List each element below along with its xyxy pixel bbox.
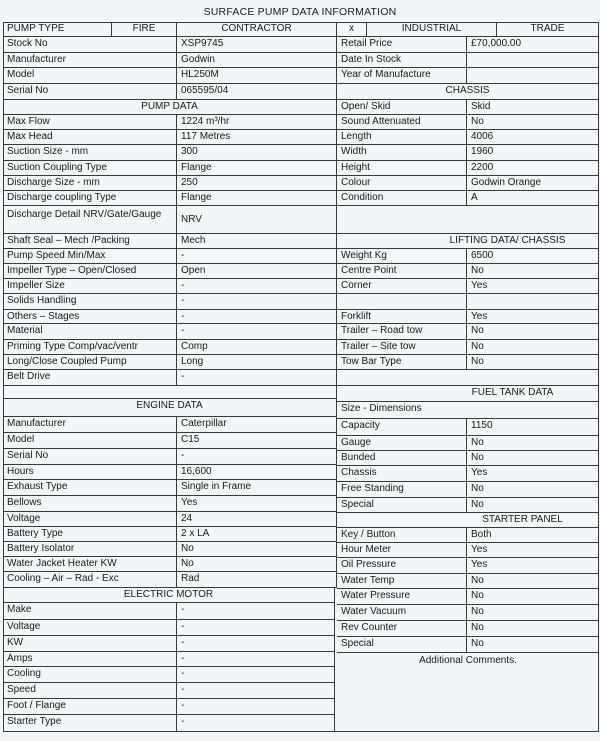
pump-data-value: NRV: [177, 206, 337, 234]
electric-motor-value: -: [177, 715, 335, 732]
general-value: [467, 68, 599, 84]
pump-data-label: Belt Drive: [3, 370, 177, 386]
general-label: Model: [3, 68, 177, 84]
general-label: Retail Price: [337, 37, 467, 53]
engine-value: Caterpillar: [177, 417, 337, 433]
blank-cell: [337, 370, 599, 386]
engine-value: No: [177, 542, 337, 557]
chassis-label: Sound Attenuated: [337, 115, 467, 130]
pump-data-value: Comp: [177, 340, 337, 355]
pump-data-label: Suction Coupling Type: [3, 161, 177, 176]
pump-data-heading: PUMP DATA: [3, 100, 337, 115]
blank-cell: [337, 206, 599, 234]
type-trade: TRADE: [497, 22, 599, 37]
pump-data-label: Material: [3, 324, 177, 340]
electric-motor-label: Cooling: [3, 667, 177, 683]
fuel-tank-label: Free Standing: [337, 482, 467, 498]
engine-label: Serial No: [3, 449, 177, 465]
pump-data-label: Others – Stages: [3, 310, 177, 324]
pump-data-value: -: [177, 324, 337, 340]
fuel-tank-value: No: [467, 482, 599, 498]
pump-data-label: Shaft Seal – Mech /Packing: [3, 234, 177, 249]
lifting-value: No: [467, 264, 599, 279]
lifting-label: Corner: [337, 279, 467, 294]
general-label: Date In Stock: [337, 53, 467, 68]
pump-data-value: -: [177, 310, 337, 324]
engine-value: No: [177, 557, 337, 572]
type-contractor: CONTRACTOR: [177, 22, 337, 37]
electric-motor-value: -: [177, 699, 335, 715]
pump-data-label: Max Flow: [3, 115, 177, 130]
fuel-tank-value: No: [467, 436, 599, 451]
chassis-value: A: [467, 191, 599, 206]
electric-motor-value: -: [177, 667, 335, 683]
pump-data-value: -: [177, 370, 337, 386]
pump-type-label: PUMP TYPE: [3, 22, 112, 37]
starter-panel-value: No: [467, 574, 599, 589]
additional-comments: Additional Comments.: [419, 655, 517, 666]
chassis-value: 2200: [467, 161, 599, 176]
electric-motor-label: KW: [3, 636, 177, 652]
electric-motor-value: -: [177, 683, 335, 699]
pump-data-value: -: [177, 249, 337, 264]
general-label: Year of Manufacture: [337, 68, 467, 84]
electric-motor-label: Foot / Flange: [3, 699, 177, 715]
engine-value: Yes: [177, 496, 337, 512]
electric-motor-label: Starter Type: [3, 715, 177, 732]
engine-label: Exhaust Type: [3, 480, 177, 496]
chassis-label: Colour: [337, 176, 467, 191]
starter-panel-value: Both: [467, 528, 599, 543]
starter-panel-value: No: [467, 589, 599, 605]
pump-data-value: Flange: [177, 161, 337, 176]
pump-data-label: Pump Speed Min/Max: [3, 249, 177, 264]
pump-data-label: Long/Close Coupled Pump: [3, 355, 177, 370]
chassis-label: Open/ Skid: [337, 100, 467, 115]
general-value: 065595/04: [177, 84, 337, 100]
electric-motor-label: Voltage: [3, 620, 177, 636]
starter-panel-value: No: [467, 621, 599, 637]
fuel-tank-label: Bunded: [337, 451, 467, 466]
fuel-tank-value: No: [467, 451, 599, 466]
engine-value: Single in Frame: [177, 480, 337, 496]
engine-value: 24: [177, 512, 337, 527]
type-industrial: INDUSTRIAL: [367, 22, 497, 37]
electric-motor-value: -: [177, 636, 335, 652]
engine-value: 2 x LA: [177, 527, 337, 542]
general-label: Manufacturer: [3, 53, 177, 68]
chassis-value: No: [467, 115, 599, 130]
pump-data-value: 300: [177, 145, 337, 161]
starter-panel-label: Water Pressure: [337, 589, 467, 605]
lifting-value: Yes: [467, 279, 599, 294]
fuel-tank-heading: FUEL TANK DATA: [337, 386, 599, 402]
pump-data-label: Suction Size - mm: [3, 145, 177, 161]
starter-panel-label: Hour Meter: [337, 543, 467, 558]
general-value: Godwin: [177, 53, 337, 68]
fuel-tank-value: 1150: [467, 419, 599, 436]
starter-panel-label: Rev Counter: [337, 621, 467, 637]
electric-motor-value: -: [177, 620, 335, 636]
starter-panel-value: No: [467, 605, 599, 621]
chassis-value: Skid: [467, 100, 599, 115]
general-label: Stock No: [3, 37, 177, 53]
pump-data-label: Max Head: [3, 130, 177, 145]
pump-data-value: Long: [177, 355, 337, 370]
lifting-label: Weight Kg: [337, 249, 467, 264]
pump-data-value: 250: [177, 176, 337, 191]
general-label: Serial No: [3, 84, 177, 100]
engine-label: Hours: [3, 465, 177, 480]
pump-data-value: -: [177, 279, 337, 294]
page-title: SURFACE PUMP DATA INFORMATION: [203, 6, 397, 18]
lifting-value: [467, 294, 599, 310]
engine-label: Manufacturer: [3, 417, 177, 433]
engine-label: Bellows: [3, 496, 177, 512]
engine-value: Rad: [177, 572, 337, 588]
lifting-label: [337, 294, 467, 310]
pump-data-value: Open: [177, 264, 337, 279]
pump-data-value: Mech: [177, 234, 337, 249]
lifting-heading: LIFTING DATA/ CHASSIS: [337, 234, 599, 249]
lifting-label: Centre Point: [337, 264, 467, 279]
electric-motor-value: -: [177, 652, 335, 667]
pump-data-label: Discharge Detail NRV/Gate/Gauge: [3, 206, 177, 234]
starter-panel-label: Water Temp: [337, 574, 467, 589]
electric-motor-value: -: [177, 603, 335, 620]
type-contractor-mark: x: [337, 22, 367, 37]
lifting-value: Yes: [467, 310, 599, 324]
starter-panel-label: Key / Button: [337, 528, 467, 543]
pump-data-value: -: [177, 294, 337, 310]
chassis-label: Width: [337, 145, 467, 161]
lifting-value: No: [467, 340, 599, 355]
electric-motor-label: Make: [3, 603, 177, 620]
chassis-value: Godwin Orange: [467, 176, 599, 191]
pump-data-label: Discharge coupling Type: [3, 191, 177, 206]
general-value: £70,000.00: [467, 37, 599, 53]
lifting-value: No: [467, 355, 599, 370]
general-value: XSP9745: [177, 37, 337, 53]
engine-value: C15: [177, 433, 337, 449]
electric-motor-heading: ELECTRIC MOTOR: [3, 588, 335, 603]
engine-label: Water Jacket Heater KW: [3, 557, 177, 572]
chassis-heading: CHASSIS: [337, 84, 599, 100]
pump-data-value: Flange: [177, 191, 337, 206]
engine-label: Voltage: [3, 512, 177, 527]
pump-data-label: Priming Type Comp/vac/ventr: [3, 340, 177, 355]
general-value: [467, 53, 599, 68]
engine-label: Battery Type: [3, 527, 177, 542]
fuel-tank-label: Special: [337, 498, 467, 513]
lifting-value: 6500: [467, 249, 599, 264]
starter-panel-value: Yes: [467, 543, 599, 558]
fuel-tank-label: Chassis: [337, 466, 467, 482]
starter-panel-value: Yes: [467, 558, 599, 574]
pump-data-label: Discharge Size - mm: [3, 176, 177, 191]
general-value: HL250M: [177, 68, 337, 84]
starter-panel-label: Water Vacuum: [337, 605, 467, 621]
engine-label: Battery Isolator: [3, 542, 177, 557]
fuel-tank-label: Gauge: [337, 436, 467, 451]
electric-motor-label: Speed: [3, 683, 177, 699]
pump-data-label: Impeller Size: [3, 279, 177, 294]
chassis-label: Height: [337, 161, 467, 176]
fuel-tank-value: Yes: [467, 466, 599, 482]
engine-value: -: [177, 449, 337, 465]
starter-panel-heading: STARTER PANEL: [337, 513, 599, 528]
electric-motor-label: Amps: [3, 652, 177, 667]
lifting-label: Trailer – Road tow: [337, 324, 467, 340]
blank-cell: [3, 386, 337, 399]
type-fire: FIRE: [112, 22, 177, 37]
fuel-size-label: Size - Dimensions: [337, 402, 599, 419]
chassis-label: Length: [337, 130, 467, 145]
starter-panel-value: No: [467, 637, 599, 653]
pump-data-label: Solids Handling: [3, 294, 177, 310]
chassis-label: Condition: [337, 191, 467, 206]
lifting-label: Tow Bar Type: [337, 355, 467, 370]
lifting-label: Forklift: [337, 310, 467, 324]
engine-label: Cooling – Air – Rad - Exc: [3, 572, 177, 588]
lifting-label: Trailer – Site tow: [337, 340, 467, 355]
starter-panel-label: Oil Pressure: [337, 558, 467, 574]
engine-data-heading: ENGINE DATA: [3, 399, 337, 417]
pump-data-value: 117 Metres: [177, 130, 337, 145]
engine-value: 16,600: [177, 465, 337, 480]
pump-data-label: Impeller Type – Open/Closed: [3, 264, 177, 279]
fuel-tank-value: No: [467, 498, 599, 513]
chassis-value: 4006: [467, 130, 599, 145]
chassis-value: 1960: [467, 145, 599, 161]
lifting-value: No: [467, 324, 599, 340]
starter-panel-label: Special: [337, 637, 467, 653]
fuel-tank-label: Capacity: [337, 419, 467, 436]
pump-data-value: 1224 m³/hr: [177, 115, 337, 130]
engine-label: Model: [3, 433, 177, 449]
